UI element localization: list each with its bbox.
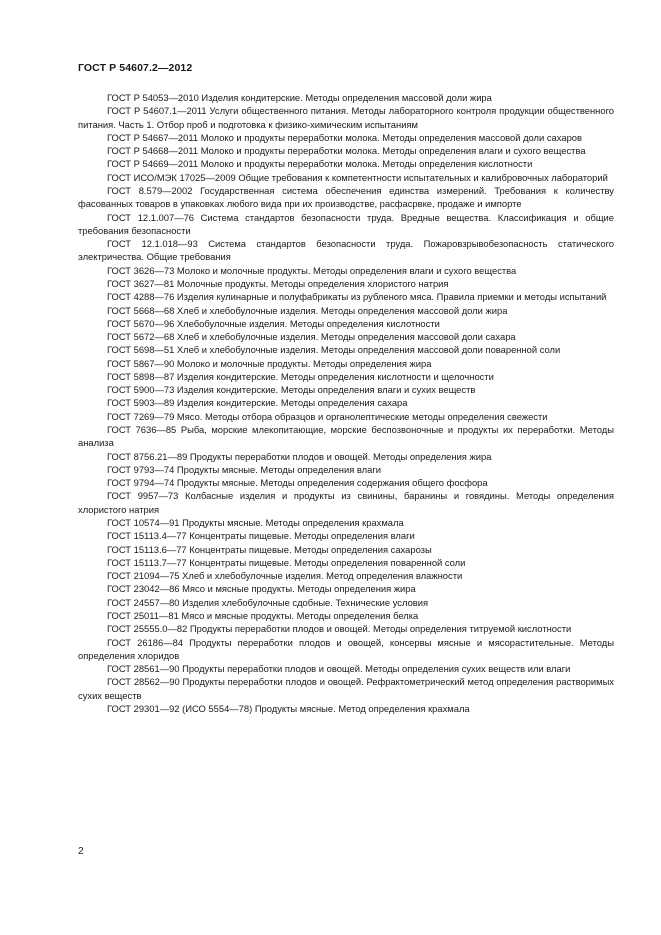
- reference-item: ГОСТ 5668—68 Хлеб и хлебобулочные изделия. Методы определения массовой доли жира: [107, 304, 508, 316]
- reference-item: ГОСТ 9794—74 Продукты мясные. Методы определения содержания общего фосфора: [107, 477, 488, 489]
- reference-item: ГОСТ 5898—87 Изделия кондитерские. Методы определения кислотности и щелочности: [107, 370, 494, 382]
- reference-item: ГОСТ 5903—89 Изделия кондитерские. Методы определения сахара: [107, 397, 408, 409]
- normative-references-list: [78, 91, 614, 715]
- reference-item: ГОСТ 5867—90 Молоко и молочные продукты. Методы определения жира: [107, 357, 432, 369]
- reference-item: ГОСТ ИСО/МЭК 17025—2009 Общие требования к компетентности испытательных и калибровочных лабораторий: [107, 171, 608, 183]
- reference-item: ГОСТ 25011—81 Мясо и мясные продукты. Методы определения белка: [107, 609, 419, 621]
- reference-item: ГОСТ 5670—96 Хлебобулочные изделия. Методы определения кислотности: [107, 317, 440, 329]
- document-header: ГОСТ Р 54607.2—2012: [78, 62, 193, 74]
- reference-item: ГОСТ 8756.21—89 Продукты переработки плодов и овощей. Методы определения жира: [107, 450, 492, 462]
- reference-item: ГОСТ 28562—90 Продукты переработки плодов и овощей. Рефрактометрический метод определения растворимых сухих веществ: [78, 676, 614, 701]
- reference-item: ГОСТ Р 54053—2010 Изделия кондитерские. Методы определения массовой доли жира: [107, 92, 492, 103]
- reference-item: ГОСТ 4288—76 Изделия кулинарные и полуфабрикаты из рубленого мяса. Правила приемки и методы испытаний: [107, 291, 607, 303]
- reference-item: ГОСТ 15113.7—77 Концентраты пищевые. Методы определения поваренной соли: [107, 556, 466, 568]
- reference-item: ГОСТ 7269—79 Мясо. Методы отбора образцов и органолептические методы определения свежести: [107, 410, 548, 422]
- reference-item: ГОСТ 15113.4—77 Концентраты пищевые. Методы определения влаги: [107, 530, 415, 542]
- reference-item: ГОСТ 21094—75 Хлеб и хлебобулочные изделия. Метод определения влажности: [107, 570, 463, 582]
- reference-item: ГОСТ 12.1.018—93 Система стандартов безопасности труда. Пожаровзрывобезопасность статического электричества. Общие требования: [78, 238, 614, 263]
- reference-item: ГОСТ Р 54607.1—2011 Услуги общественного питания. Методы лабораторного контроля продукции общественного питания. Часть 1. Отбор проб и подготовка к физико-химическим испытаниям: [78, 105, 614, 130]
- reference-item: ГОСТ 7636—85 Рыба, морские млекопитающие, морские беспозвоночные и продукты их переработки. Методы анализа: [78, 424, 614, 449]
- reference-item: ГОСТ 5900—73 Изделия кондитерские. Методы определения влаги и сухих веществ: [107, 384, 476, 396]
- reference-item: ГОСТ 23042—86 Мясо и мясные продукты. Методы определения жира: [107, 583, 416, 595]
- reference-item: ГОСТ Р 54669—2011 Молоко и продукты переработки молока. Методы определения кислотности: [107, 158, 533, 170]
- reference-item: ГОСТ 10574—91 Продукты мясные. Методы определения крахмала: [107, 517, 404, 528]
- reference-item: ГОСТ 5672—68 Хлеб и хлебобулочные изделия. Методы определения массовой доли сахара: [107, 331, 516, 343]
- reference-item: ГОСТ Р 54668—2011 Молоко и продукты переработки молока. Методы определения влаги и сухого вещества: [107, 145, 586, 157]
- reference-item: ГОСТ 3626—73 Молоко и молочные продукты. Методы определения влаги и сухого вещества: [107, 264, 517, 276]
- reference-item: ГОСТ 3627—81 Молочные продукты. Методы определения хлористого натрия: [107, 277, 449, 289]
- page-number: 2: [78, 846, 84, 857]
- reference-item: ГОСТ 9793—74 Продукты мясные. Методы определения влаги: [107, 463, 382, 475]
- reference-item: ГОСТ 5698—51 Хлеб и хлебобулочные изделия. Методы определения массовой доли поваренной соли: [107, 344, 561, 356]
- reference-item: ГОСТ 15113.6—77 Концентраты пищевые. Методы определения сахарозы: [107, 543, 432, 555]
- reference-item: ГОСТ 28561—90 Продукты переработки плодов и овощей. Методы определения сухих веществ или влаги: [107, 663, 571, 675]
- reference-item: ГОСТ 9957—73 Колбасные изделия и продукты из свинины, баранины и говядины. Методы определения хлористого натрия: [78, 490, 614, 515]
- reference-item: ГОСТ 25555.0—82 Продукты переработки плодов и овощей. Методы определения титруемой кислотности: [107, 623, 572, 635]
- reference-item: ГОСТ 8.579—2002 Государственная система обеспечения единства измерений. Требования к количеству фасованных товаров в упаковках любого вида при их производстве, расфасрвке, продаже и импорте: [78, 184, 614, 210]
- reference-item: ГОСТ 26186—84 Продукты переработки плодов и овощей, консервы мясные и мясорастительные. Методы определения хлоридов: [78, 636, 614, 661]
- reference-item: ГОСТ Р 54667—2011 Молоко и продукты переработки молока. Методы определения массовой доли сахаров: [107, 131, 582, 143]
- reference-item: ГОСТ 29301—92 (ИСО 5554—78) Продукты мясные. Метод определения крахмала: [107, 702, 470, 714]
- reference-item: ГОСТ 12.1.007—76 Система стандартов безопасности труда. Вредные вещества. Классификация и общие требования безопасности: [78, 211, 614, 236]
- reference-item: ГОСТ 24557—80 Изделия хлебобулочные сдобные. Технические условия: [107, 596, 429, 608]
